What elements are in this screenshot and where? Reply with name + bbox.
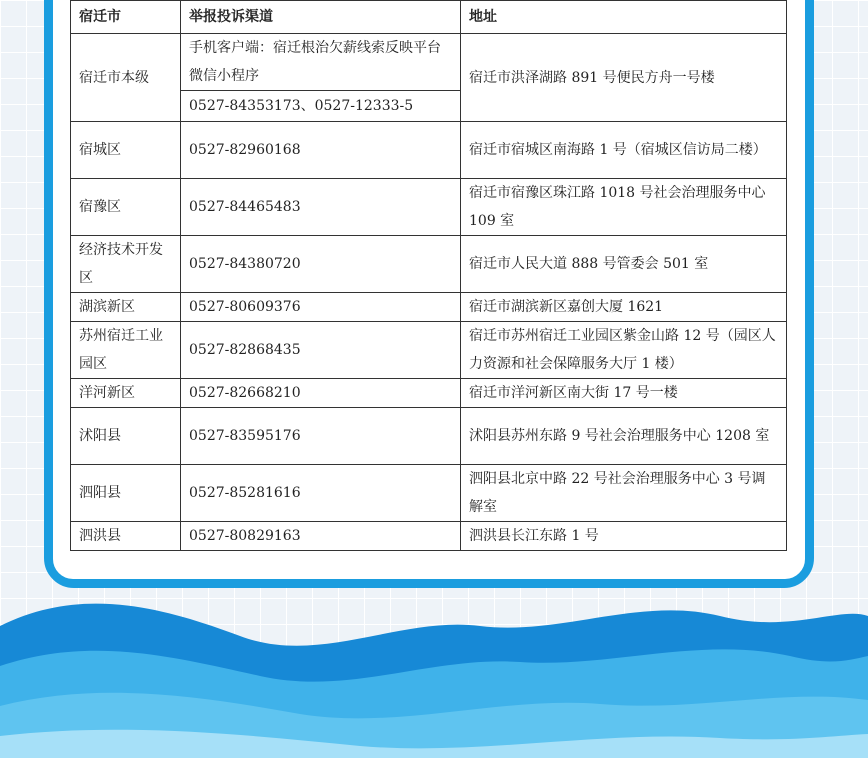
channel-cell: 手机客户端：宿迁根治欠薪线索反映平台微信小程序 — [181, 34, 461, 91]
table-header-row — [71, 1, 787, 34]
region-cell: 湖滨新区 — [71, 293, 181, 322]
address-cell: 泗阳县北京中路 22 号社会治理服务中心 3 号调解室 — [461, 465, 787, 522]
region-cell: 经济技术开发区 — [71, 236, 181, 293]
channel-cell: 0527-80609376 — [181, 293, 461, 322]
channel-cell: 0527-84353173、0527-12333-5 — [181, 91, 461, 122]
header-address: 地址 — [461, 1, 787, 34]
complaint-channels-table — [70, 0, 787, 551]
table-row — [71, 379, 787, 408]
channel-cell: 0527-84380720 — [181, 236, 461, 293]
table-row — [71, 122, 787, 179]
table-row — [71, 465, 787, 522]
decorative-waves — [0, 596, 868, 758]
channel-cell: 0527-82960168 — [181, 122, 461, 179]
region-cell: 沭阳县 — [71, 408, 181, 465]
table-row — [71, 322, 787, 379]
table-row — [71, 236, 787, 293]
address-cell: 宿迁市苏州宿迁工业园区紫金山路 12 号（园区人力资源和社会保障服务大厅 1 楼） — [461, 322, 787, 379]
region-cell: 苏州宿迁工业园区 — [71, 322, 181, 379]
channel-cell: 0527-82868435 — [181, 322, 461, 379]
address-cell: 宿迁市洋河新区南大街 17 号一楼 — [461, 379, 787, 408]
header-city: 宿迁市 — [71, 1, 181, 34]
region-cell: 宿豫区 — [71, 179, 181, 236]
channel-cell: 0527-84465483 — [181, 179, 461, 236]
table-row — [71, 34, 787, 91]
channel-cell: 0527-82668210 — [181, 379, 461, 408]
address-cell: 沭阳县苏州东路 9 号社会治理服务中心 1208 室 — [461, 408, 787, 465]
channel-cell: 0527-80829163 — [181, 522, 461, 551]
region-cell: 泗阳县 — [71, 465, 181, 522]
address-cell: 宿迁市洪泽湖路 891 号便民方舟一号楼 — [461, 34, 787, 122]
region-cell: 洋河新区 — [71, 379, 181, 408]
channel-cell: 0527-83595176 — [181, 408, 461, 465]
table-row — [71, 293, 787, 322]
table-row — [71, 522, 787, 551]
region-cell: 泗洪县 — [71, 522, 181, 551]
address-cell: 宿迁市宿豫区珠江路 1018 号社会治理服务中心 109 室 — [461, 179, 787, 236]
address-cell: 宿迁市人民大道 888 号管委会 501 室 — [461, 236, 787, 293]
address-cell: 泗洪县长江东路 1 号 — [461, 522, 787, 551]
address-cell: 宿迁市湖滨新区嘉创大厦 1621 — [461, 293, 787, 322]
table-row — [71, 408, 787, 465]
address-cell: 宿迁市宿城区南海路 1 号（宿城区信访局二楼） — [461, 122, 787, 179]
region-cell: 宿迁市本级 — [71, 34, 181, 122]
region-cell: 宿城区 — [71, 122, 181, 179]
table-row — [71, 179, 787, 236]
header-channel: 举报投诉渠道 — [181, 1, 461, 34]
channel-cell: 0527-85281616 — [181, 465, 461, 522]
